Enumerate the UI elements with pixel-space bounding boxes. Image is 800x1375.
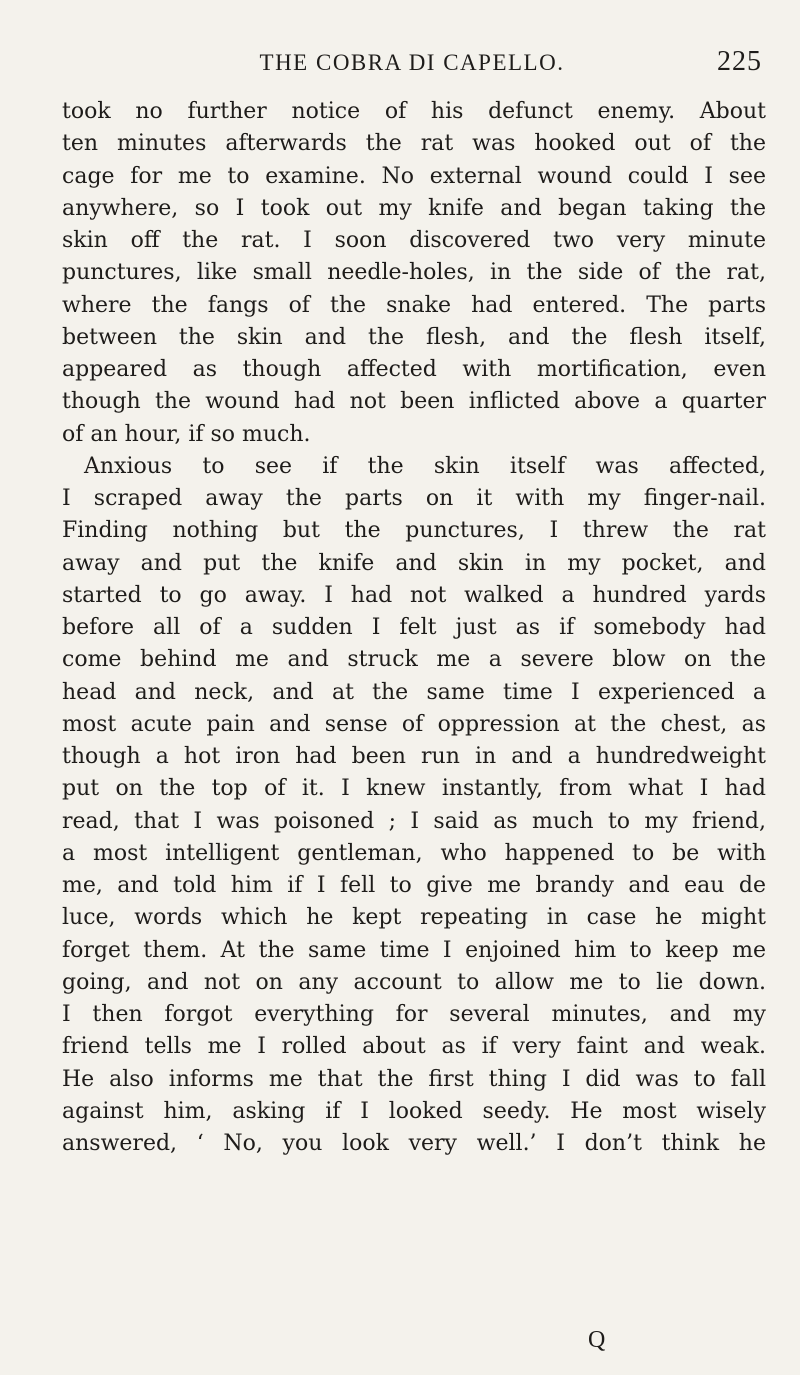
text-line: away and put the knife and skin in my pocket, and	[62, 550, 766, 576]
text-line: punctures, like small needle-holes, in the side of the rat,	[62, 260, 766, 286]
text-line: forget them. At the same time I enjoined him to keep me	[62, 937, 766, 963]
text-line: before all of a sudden I felt just as if somebody had	[62, 615, 766, 640]
text-line: put on the top of it. I knew instantly, from what I had	[62, 776, 766, 802]
text-line: luce, words which he kept repeating in case he might	[62, 905, 766, 931]
text-line: Anxious to see if the skin itself was affected,	[84, 453, 766, 479]
text-line: though the wound had not been inflicted above a quarter	[62, 389, 766, 415]
text-line: most acute pain and sense of oppression at the chest, as	[62, 711, 766, 737]
signature-mark: Q	[588, 1327, 606, 1353]
text-line: anywhere, so I took out my knife and began taking the	[62, 195, 766, 221]
text-line: between the skin and the flesh, and the flesh itself,	[62, 324, 766, 350]
text-line: head and neck, and at the same time I experienced a	[62, 679, 766, 705]
text-line: me, and told him if I fell to give me brandy and eau de	[62, 873, 766, 898]
text-line: answered, ‘ No, you look very well.’ I don’t think he	[62, 1131, 766, 1156]
text-line: come behind me and struck me a severe blow on the	[62, 647, 766, 673]
page-number: 225	[717, 46, 762, 77]
text-line: cage for me to examine. No external wound could I see	[62, 163, 766, 189]
text-line: friend tells me I rolled about as if very faint and weak.	[62, 1034, 766, 1060]
text-line: of an hour, if so much.	[62, 421, 311, 447]
text-line: He also informs me that the first thing I did was to fall	[62, 1066, 766, 1092]
body-text	[62, 96, 766, 1160]
text-line: I then forgot everything for several minutes, and my	[62, 1002, 766, 1027]
text-line: a most intelligent gentleman, who happened to be with	[62, 840, 766, 866]
text-line: read, that I was poisoned ; I said as much to my friend,	[62, 808, 766, 834]
text-line: skin off the rat. I soon discovered two very minute	[62, 228, 766, 253]
text-line: Finding nothing but the punctures, I threw the rat	[62, 518, 766, 544]
text-line: I scraped away the parts on it with my finger-nail.	[62, 486, 766, 511]
text-line: took no further notice of his defunct enemy. About	[62, 99, 766, 124]
text-line: ten minutes afterwards the rat was hooked out of the	[62, 131, 766, 157]
text-line: appeared as though affected with mortification, even	[62, 357, 766, 382]
text-line: where the fangs of the snake had entered. The parts	[62, 292, 766, 318]
page-header	[62, 44, 762, 80]
text-line: though a hot iron had been run in and a hundredweight	[62, 744, 766, 769]
running-title: THE COBRA DI CAPELLO.	[259, 50, 565, 75]
text-line: started to go away. I had not walked a hundred yards	[62, 582, 766, 608]
text-line: against him, asking if I looked seedy. He most wisely	[62, 1098, 766, 1124]
text-line: going, and not on any account to allow me to lie down.	[62, 969, 766, 995]
